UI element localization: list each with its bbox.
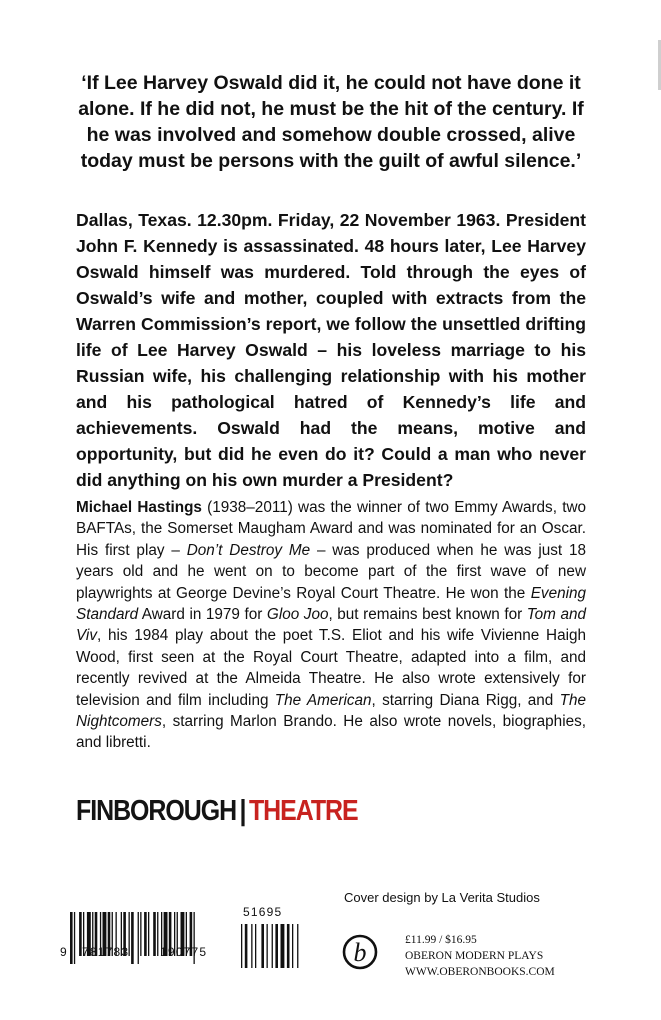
barcode-bar xyxy=(255,924,256,968)
play-title: Gloo Joo xyxy=(266,606,329,624)
play-title: Tom and Viv xyxy=(76,606,587,645)
barcode-bar xyxy=(131,912,134,964)
isbn-barcode xyxy=(56,912,336,972)
bio-text: , his 1984 play about the poet T.S. Eliot and his wife Vivienne Haigh Wood, first seen at the Royal Court Theatre, adapted into a film, and recently revived at the Almeida Theatre. He also wrote extensively for television and film including xyxy=(76,627,586,709)
pull-quote: ‘If Lee Harvey Oswald did it, he could not have done it alone. If he did not, he must be the hit of the century. If he was involved and somehow double crossed, alive today must be persons with the guilt of awful silence.’ xyxy=(78,72,584,172)
publisher-website: WWW.OBERONBOOKS.COM xyxy=(405,966,555,978)
barcode-addon-digits: 51695 xyxy=(243,905,283,919)
barcode-bar xyxy=(144,912,147,956)
film-title: The American xyxy=(274,691,372,709)
series-name: OBERON MODERN PLAYS xyxy=(405,950,544,962)
oberon-logo-icon xyxy=(342,932,378,972)
cover-design-credit: Cover design by La Verita Studios xyxy=(344,890,540,905)
author-name: Michael Hastings xyxy=(76,499,202,516)
barcode-bar xyxy=(261,924,264,968)
bio-text: , but remains best known for xyxy=(328,606,527,624)
play-title: Don’t Destroy Me xyxy=(186,541,311,559)
barcode-bar xyxy=(292,924,293,968)
bio-text: Award in 1979 for xyxy=(138,606,267,624)
award-title: Evening Standard xyxy=(76,584,586,624)
logo-left-word: FINBOROUGH xyxy=(76,795,237,827)
barcode-bar xyxy=(148,912,149,956)
barcode-bar xyxy=(153,912,156,956)
barcode-bar xyxy=(138,912,139,964)
barcode-bar xyxy=(245,924,248,968)
logo-separator: | xyxy=(239,795,246,827)
synopsis: Dallas, Texas. 12.30pm. Friday, 22 November 1963. President John F. Kennedy is assassinated. 48 hours later, Lee Harvey Oswald himself was murdered. Told through the eyes of Oswald’s wife and mother, coupled with extracts from the Warren Commission’s report, we follow the unsettled drifting life of Lee Harvey Oswald – his loveless marriage to his Russian wife, his challenging relationship with his mother and his pathological hatred of Kennedy’s life and achievements. Oswald had the means, motive and opportunity, but did he even do it? Could a man who never did anything on his own murder a President? xyxy=(76,210,586,490)
oberon-logo-letter: b xyxy=(353,938,367,967)
author-bio xyxy=(76,497,586,754)
barcode-bar xyxy=(157,912,158,956)
barcode-bar xyxy=(140,912,141,956)
barcode-bar xyxy=(275,924,278,968)
barcode-bar xyxy=(251,924,252,968)
barcode-digit-group-1: 781783 xyxy=(82,945,130,959)
finborough-theatre-logo xyxy=(76,794,358,828)
barcode-bar xyxy=(74,912,75,964)
bio-text: (1938–2011) was the winner of two Emmy Awards, two BAFTAs, the Somerset Maugham Award and was nominated for an Oscar. His first play – xyxy=(76,499,586,559)
barcode-bar xyxy=(241,924,242,968)
publisher-info xyxy=(405,932,555,980)
barcode-digit-group-2: 190775 xyxy=(160,945,208,959)
barcode-bar xyxy=(297,924,298,968)
bio-text: , starring Marlon Brando. He also wrote novels, biographies, and libretti. xyxy=(76,713,586,752)
barcode-bar xyxy=(267,924,268,968)
film-title: The Nightcomers xyxy=(76,691,586,731)
bio-text: – was produced when he was just 18 years old and he went on to become part of the first wave of new playwrights at George Devine’s Royal Court Theatre. He won the xyxy=(76,541,586,602)
barcode-graphic xyxy=(56,912,336,972)
bio-text: , starring Diana Rigg, and xyxy=(371,691,560,709)
barcode-bar xyxy=(281,924,285,968)
barcode-bar xyxy=(70,912,73,964)
barcode-bar xyxy=(287,924,290,968)
price: £11.99 / $16.95 xyxy=(405,934,477,946)
logo-right-word: THEATRE xyxy=(248,795,358,827)
barcode-lead-digit: 9 xyxy=(60,945,68,959)
barcode-bar xyxy=(272,924,273,968)
